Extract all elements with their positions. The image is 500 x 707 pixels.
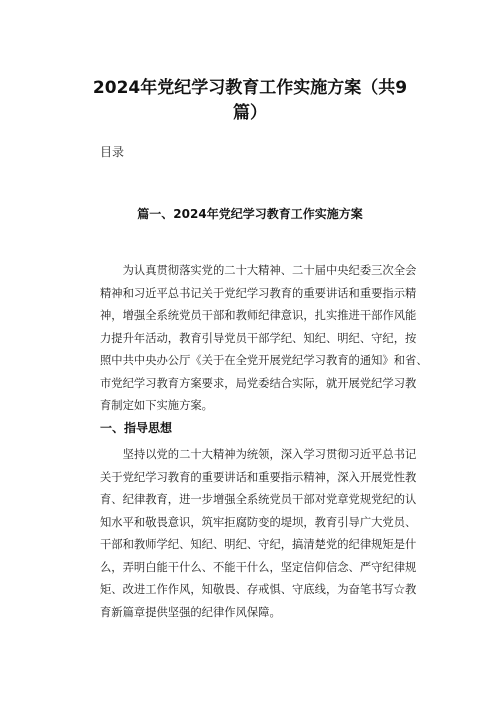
toc-label: 目录 <box>100 145 125 159</box>
paragraph-line: 育、纪律教育，进一步增强全系统党员干部对党章党规党纪的认 <box>100 493 417 506</box>
section-title: 篇一、2024年党纪学习教育工作实施方案 <box>137 207 363 221</box>
paragraph-line: 关于党纪学习教育的重要讲话和重要指示精神，深入开展党性教 <box>100 470 417 484</box>
paragraph-line: 精神和习近平总书记关于党纪学习教育的重要讲话和重要指示精 <box>100 286 417 300</box>
paragraph-line: 干部和教师学纪、知纪、明纪、守纪，搞清楚党的纪律规矩是什 <box>100 538 417 551</box>
section-heading-guiding-ideology: 一、指导思想 <box>100 421 173 435</box>
intro-paragraph <box>100 260 432 418</box>
title-line: 篇） <box>233 103 267 123</box>
paragraph-line: 神，增强全系统党员干部和教师纪律意识，扎实推进干部作风能 <box>100 309 417 322</box>
paragraph-line: 力提升年活动，教育引导党员干部学纪、知纪、明纪、守纪，按 <box>100 331 417 345</box>
paragraph-line: 育制定如下实施方案。 <box>100 399 213 412</box>
paragraph-line: 么，弄明白能干什么、不能干什么，坚定信仰信念、严守纪律规 <box>100 560 417 574</box>
paragraph-line: 为认真贯彻落实党的二十大精神、二十届中央纪委三次全会 <box>122 264 417 277</box>
title-line: 2024年党纪学习教育工作实施方案（共9 <box>92 78 408 98</box>
paragraph-line: 坚持以党的二十大精神为统领，深入学习贯彻习近平总书记 <box>122 448 417 461</box>
paragraph-line: 育新篇章提供坚强的纪律作风保障。 <box>100 605 281 619</box>
paragraph-line: 市党纪学习教育方案要求，局党委结合实际，就开展党纪学习教 <box>100 376 417 390</box>
paragraph-line: 矩、改进工作作风，知敬畏、存戒惧、守底线，为奋笔书写☆教 <box>100 583 417 596</box>
paragraph-line: 照中共中央办公厅《关于在全党开展党纪学习教育的通知》和省、 <box>100 354 428 367</box>
paragraph-line: 知水平和敬畏意识，筑牢拒腐防变的堤坝，教育引导广大党员、 <box>100 515 417 529</box>
document-title <box>90 76 410 126</box>
guiding-ideology-paragraph <box>100 444 432 624</box>
